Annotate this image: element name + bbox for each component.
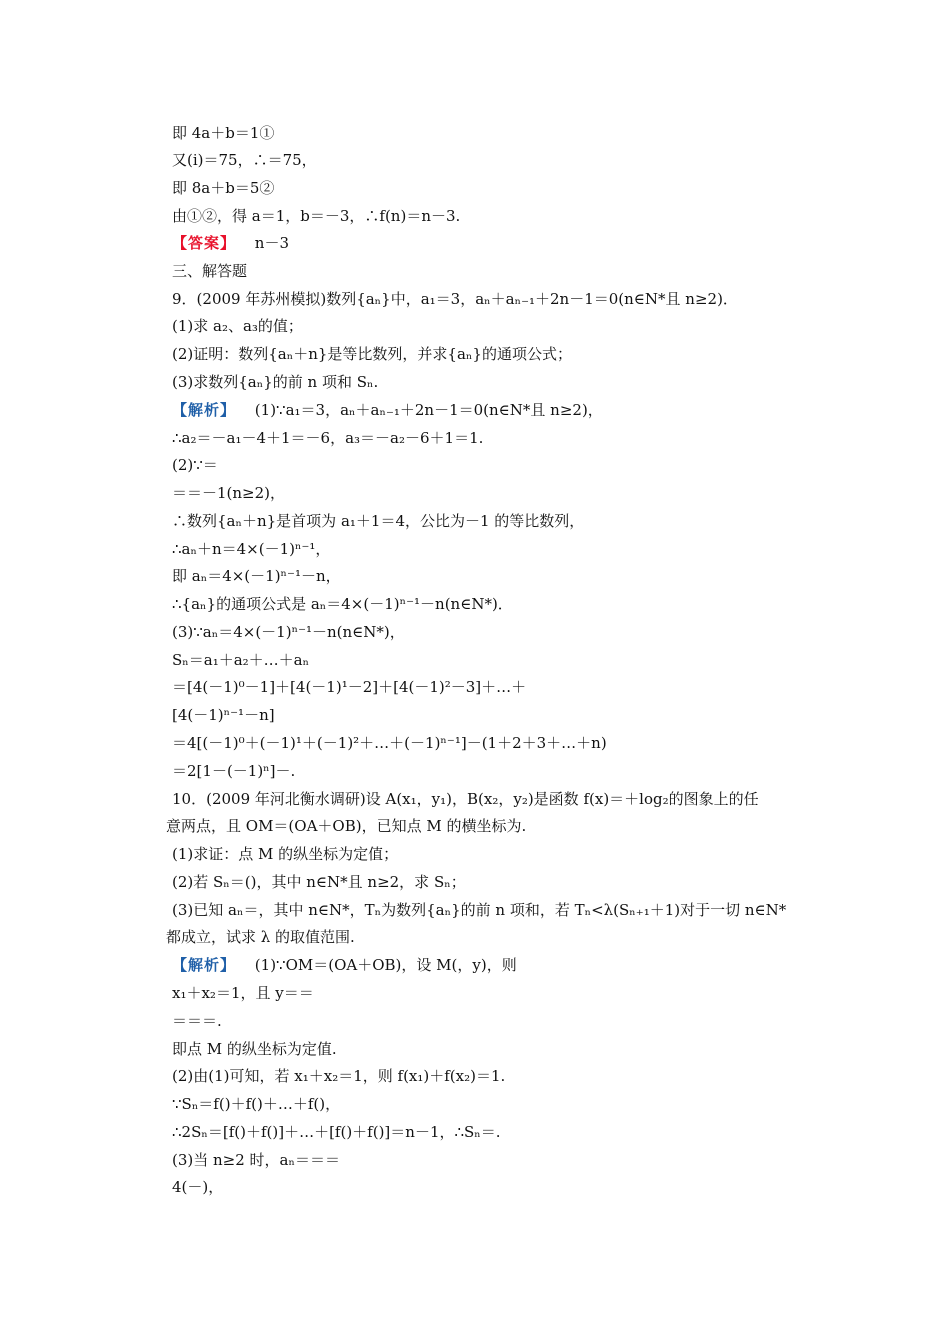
- text-line: 即点 M 的纵坐标为定值.: [172, 1040, 337, 1058]
- text-line: ∴aₙ＋n＝4×(－1)ⁿ⁻¹，: [172, 540, 331, 558]
- section-heading: 三、解答题: [172, 262, 248, 280]
- text-line: (3)已知 aₙ＝，其中 n∈N*，Tₙ为数列{aₙ}的前 n 项和，若 Tₙ<λ(Sₙ₊₁＋1)对于一切 n∈N*: [172, 901, 787, 919]
- text-line: ＝＝＝.: [172, 1012, 222, 1030]
- text-line: (2)若 Sₙ＝()，其中 n∈N*且 n≥2，求 Sₙ；: [172, 873, 466, 891]
- text-line: ＝2[1－(－1)ⁿ]－.: [172, 762, 296, 780]
- text-line: (2)∵＝: [172, 456, 218, 474]
- text-line: ＝[4(－1)⁰－1]＋[4(－1)¹－2]＋[4(－1)²－3]＋…＋: [172, 678, 527, 696]
- text-line: 即 8a＋b＝5②: [172, 179, 275, 197]
- solution-tag: 【解析】: [172, 956, 237, 974]
- answer-tag: 【答案】: [172, 234, 237, 252]
- text-line: ∴a₂＝－a₁－4＋1＝－6，a₃＝－a₂－6＋1＝1.: [172, 429, 484, 447]
- text-line: Sₙ＝a₁＋a₂＋…＋aₙ: [172, 651, 310, 669]
- text-line: ∴2Sₙ＝[f()＋f()]＋…＋[f()＋f()]＝n－1，∴Sₙ＝.: [172, 1123, 501, 1141]
- text-line: (2)证明：数列{aₙ＋n}是等比数列，并求{aₙ}的通项公式；: [172, 345, 572, 363]
- text-line: [4(－1)ⁿ⁻¹－n]: [172, 706, 275, 724]
- text-line: 4(－)，: [172, 1178, 224, 1196]
- answer-line: [172, 233, 289, 253]
- problem-9-stem: 9．(2009 年苏州模拟)数列{aₙ}中，a₁＝3，aₙ＋aₙ₋₁＋2n－1＝0(n∈N*且 n≥2)．: [172, 290, 738, 308]
- text-line: (1)求证：点 M 的纵坐标为定值；: [172, 845, 399, 863]
- text-line: 即 aₙ＝4×(－1)ⁿ⁻¹－n，: [172, 567, 341, 585]
- text-line: (2)由(1)可知，若 x₁＋x₂＝1，则 f(x₁)＋f(x₂)＝1.: [172, 1067, 506, 1085]
- solution-text: (1)∵a₁＝3，aₙ＋aₙ₋₁＋2n－1＝0(n∈N*且 n≥2)，: [254, 401, 603, 419]
- text-line: ∴数列{aₙ＋n}是首项为 a₁＋1＝4，公比为－1 的等比数列，: [172, 512, 585, 530]
- text-line: 意两点，且 OM＝(OA＋OB)，已知点 M 的横坐标为.: [166, 817, 527, 835]
- text-line: ∴{aₙ}的通项公式是 aₙ＝4×(－1)ⁿ⁻¹－n(n∈N*)．: [172, 595, 513, 613]
- answer-value: n－3: [254, 234, 290, 252]
- text-line: (3)求数列{aₙ}的前 n 项和 Sₙ.: [172, 373, 379, 391]
- text-line: (3)当 n≥2 时，aₙ＝＝＝: [172, 1151, 340, 1169]
- solution-tag: 【解析】: [172, 401, 237, 419]
- problem-10-stem: 10．(2009 年河北衡水调研)设 A(x₁，y₁)，B(x₂，y₂)是函数 f(x)＝＋log₂的图象上的任: [172, 790, 759, 808]
- text-line: x₁＋x₂＝1，且 y＝＝: [172, 984, 314, 1002]
- solution-line: [172, 955, 517, 975]
- solution-text: (1)∵OM＝(OA＋OB)，设 M(，y)，则: [254, 956, 517, 974]
- text-line: (1)求 a₂、a₃的值；: [172, 317, 303, 335]
- text-line: ＝＝－1(n≥2)，: [172, 484, 286, 502]
- text-line: 都成立，试求 λ 的取值范围.: [166, 928, 355, 946]
- text-line: 由①②，得 a＝1，b＝－3，∴f(n)＝n－3.: [172, 207, 461, 225]
- text-line: 即 4a＋b＝1①: [172, 124, 275, 142]
- solution-line: [172, 400, 603, 420]
- text-line: (3)∵aₙ＝4×(－1)ⁿ⁻¹－n(n∈N*)，: [172, 623, 405, 641]
- text-line: 又(i)＝75，∴＝75，: [172, 151, 317, 169]
- text-line: ＝4[(－1)⁰＋(－1)¹＋(－1)²＋…＋(－1)ⁿ⁻¹]－(1＋2＋3＋…＋n): [172, 734, 607, 752]
- text-line: ∵Sₙ＝f()＋f()＋…＋f()，: [172, 1095, 341, 1113]
